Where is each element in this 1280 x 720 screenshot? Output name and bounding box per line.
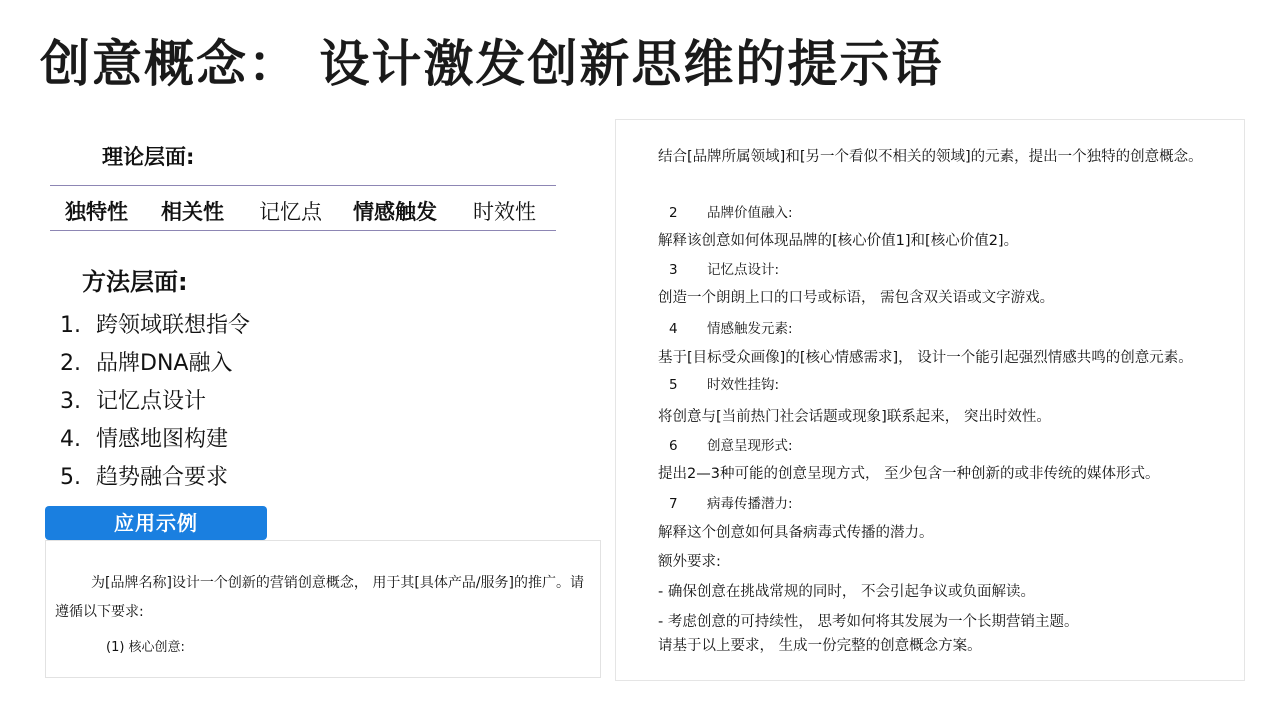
- section-title: 病毒传播潜力:: [707, 496, 793, 512]
- example-tab: 应用示例: [45, 506, 267, 540]
- section-heading: [669, 494, 793, 514]
- method-item-label: 品牌DNA融入: [96, 351, 233, 376]
- section-title: 品牌价值融入:: [707, 205, 793, 221]
- tag-timeliness: 时效性: [473, 200, 536, 224]
- tag-relevance: 相关性: [161, 200, 224, 224]
- tag-emotion-trigger: 情感触发: [353, 200, 437, 224]
- method-item-number: 1.: [60, 313, 81, 338]
- section-heading: [669, 203, 793, 223]
- example-paragraph: 为[品牌名称]设计一个创新的营销创意概念， 用于其[具体产品/服务]的推广。请遵循以下要求:: [55, 575, 585, 620]
- section-body: 解释该创意如何体现品牌的[核心价值1]和[核心价值2]。: [658, 233, 1019, 249]
- method-item-number: 2.: [60, 351, 81, 376]
- section-heading: [669, 436, 793, 456]
- method-item: [60, 346, 250, 384]
- method-item-label: 情感地图构建: [96, 427, 229, 452]
- theory-tag-bar: [50, 185, 556, 231]
- section-title: 时效性挂钩:: [707, 377, 780, 393]
- extra-item: - 确保创意在挑战常规的同时， 不会引起争议或负面解读。: [658, 584, 1035, 600]
- closing-text: 请基于以上要求， 生成一份完整的创意概念方案。: [658, 638, 982, 654]
- section-body: 解释这个创意如何具备病毒式传播的潜力。: [658, 525, 934, 541]
- method-item: [60, 460, 250, 498]
- section-body: 将创意与[当前热门社会话题或现象]联系起来， 突出时效性。: [658, 409, 1051, 425]
- section-number: 4: [669, 321, 678, 337]
- section-body: 创造一个朗朗上口的口号或标语， 需包含双关语或文字游戏。: [658, 290, 1055, 306]
- section-number: 5: [669, 377, 678, 393]
- section-body: 提出2—3种可能的创意呈现方式， 至少包含一种创新的或非传统的媒体形式。: [658, 466, 1160, 482]
- section-heading: [669, 319, 793, 339]
- section-title: 创意呈现形式:: [707, 438, 793, 454]
- method-item-number: 5.: [60, 465, 81, 490]
- extra-heading: 额外要求:: [658, 554, 721, 570]
- page-title: 创意概念： 设计激发创新思维的提示语: [40, 35, 944, 93]
- method-item-label: 记忆点设计: [96, 389, 207, 414]
- section-number: 3: [669, 262, 678, 278]
- section-number: 2: [669, 205, 678, 221]
- section-number: 7: [669, 496, 678, 512]
- section-heading: [669, 260, 779, 280]
- section-heading: [669, 375, 779, 395]
- section-body: 基于[目标受众画像]的[核心情感需求]， 设计一个能引起强烈情感共鸣的创意元素。: [658, 350, 1193, 366]
- example-sub-item: (1) 核心创意:: [106, 640, 185, 655]
- section-title: 记忆点设计:: [707, 262, 780, 278]
- extra-item: - 考虑创意的可持续性， 思考如何将其发展为一个长期营销主题。: [658, 614, 1079, 630]
- method-list: [60, 308, 250, 498]
- method-item-label: 跨领域联想指令: [96, 313, 251, 338]
- theory-heading: 理论层面:: [102, 145, 195, 169]
- method-item: [60, 308, 250, 346]
- method-item: [60, 384, 250, 422]
- section-number: 6: [669, 438, 678, 454]
- section-title: 情感触发元素:: [707, 321, 793, 337]
- prompt-intro: 结合[品牌所属领域]和[另一个看似不相关的领域]的元素，提出一个独特的创意概念。: [658, 149, 1203, 165]
- prompt-panel: [615, 119, 1245, 681]
- tag-memory-point: 记忆点: [259, 200, 322, 224]
- method-item-number: 4.: [60, 427, 81, 452]
- method-item-label: 趋势融合要求: [96, 465, 229, 490]
- method-item-number: 3.: [60, 389, 81, 414]
- method-heading: 方法层面:: [82, 268, 188, 296]
- method-item: [60, 422, 250, 460]
- tag-uniqueness: 独特性: [65, 200, 128, 224]
- example-box: [45, 540, 601, 678]
